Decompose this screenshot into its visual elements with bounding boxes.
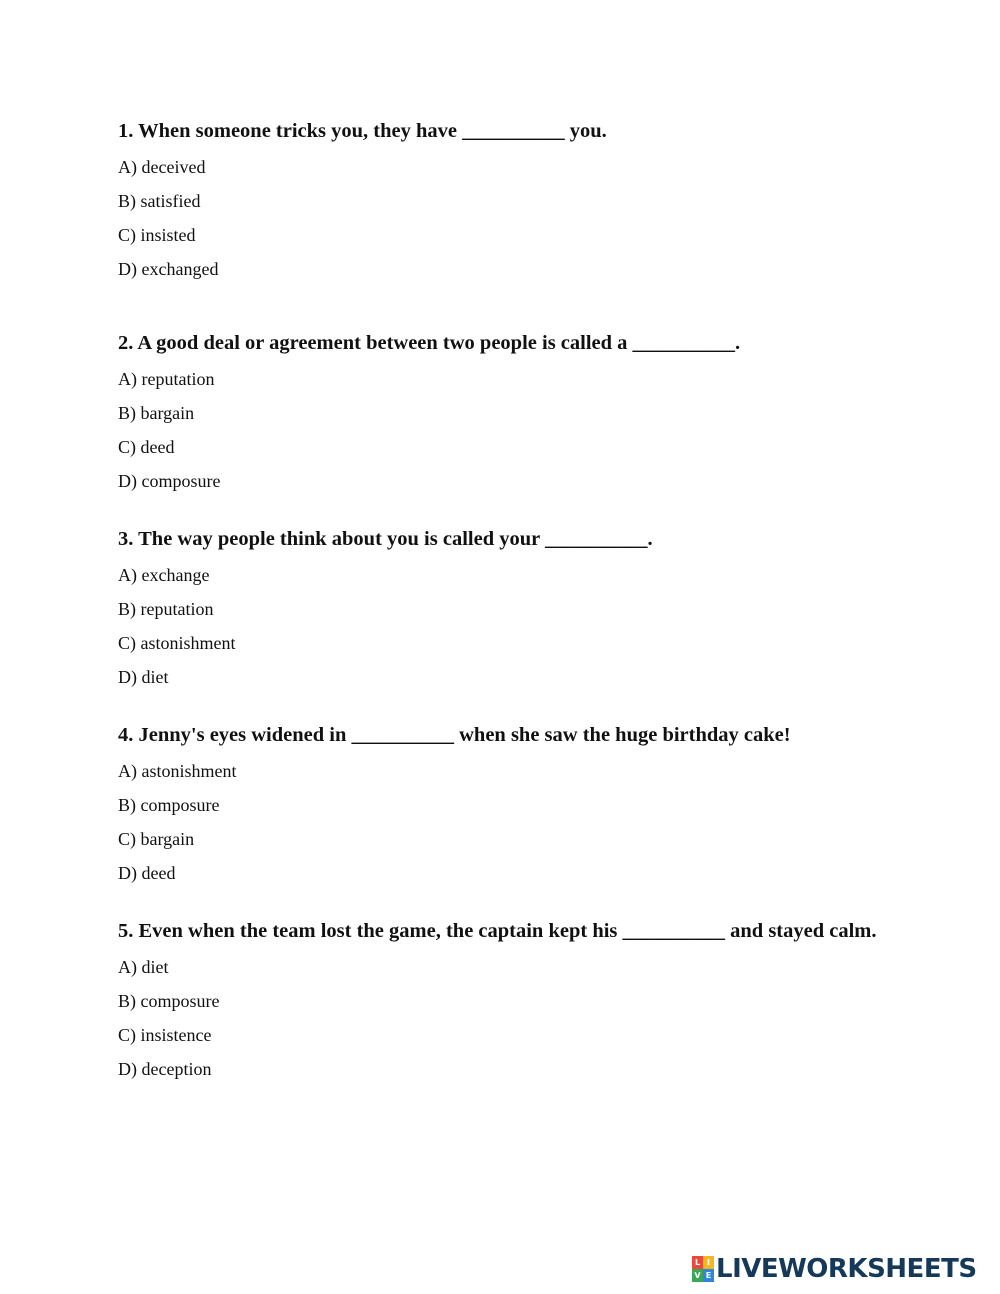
option-b[interactable]: B) bargain <box>118 403 195 423</box>
question-4 <box>118 716 908 890</box>
question-text: 4. Jenny's eyes widened in __________ when she saw the huge birthday cake! <box>118 724 791 746</box>
option-d[interactable]: D) diet <box>118 667 169 687</box>
question-3 <box>118 520 908 694</box>
option-c[interactable]: C) astonishment <box>118 633 236 653</box>
logo-letter-v: V <box>692 1269 703 1282</box>
option-b[interactable]: B) reputation <box>118 599 214 619</box>
option-c[interactable]: C) insistence <box>118 1025 212 1045</box>
option-d[interactable]: D) exchanged <box>118 259 219 279</box>
logo-letter-i: I <box>703 1256 714 1269</box>
answer-options <box>118 362 908 498</box>
option-c[interactable]: C) deed <box>118 437 175 457</box>
brand-wordmark: LIVEWORKSHEETS <box>716 1254 977 1284</box>
option-c[interactable]: C) insisted <box>118 225 196 245</box>
option-d[interactable]: D) composure <box>118 471 221 491</box>
option-c[interactable]: C) bargain <box>118 829 195 849</box>
option-a[interactable]: A) reputation <box>118 369 215 389</box>
option-b[interactable]: B) satisfied <box>118 191 201 211</box>
option-d[interactable]: D) deed <box>118 863 176 883</box>
logo-letter-e: E <box>703 1269 714 1282</box>
option-d[interactable]: D) deception <box>118 1059 212 1079</box>
logo-letter-l: L <box>692 1256 703 1269</box>
answer-options <box>118 558 908 694</box>
answer-options <box>118 150 908 286</box>
option-a[interactable]: A) deceived <box>118 157 206 177</box>
question-text: 2. A good deal or agreement between two people is called a __________. <box>118 332 741 354</box>
question-text: 3. The way people think about you is called your __________. <box>118 528 653 550</box>
option-b[interactable]: B) composure <box>118 991 220 1011</box>
option-b[interactable]: B) composure <box>118 795 220 815</box>
option-a[interactable]: A) astonishment <box>118 761 237 781</box>
question-1 <box>118 112 908 286</box>
question-5 <box>118 912 908 1086</box>
liveworksheets-logo-icon <box>692 1256 714 1282</box>
question-text: 1. When someone tricks you, they have __________ you. <box>118 120 607 142</box>
option-a[interactable]: A) exchange <box>118 565 210 585</box>
option-a[interactable]: A) diet <box>118 957 169 977</box>
question-text: 5. Even when the team lost the game, the captain kept his __________ and stayed calm. <box>118 920 877 942</box>
answer-options <box>118 754 908 890</box>
answer-options <box>118 950 908 1086</box>
question-2 <box>118 324 908 498</box>
liveworksheets-brand <box>692 1253 977 1285</box>
